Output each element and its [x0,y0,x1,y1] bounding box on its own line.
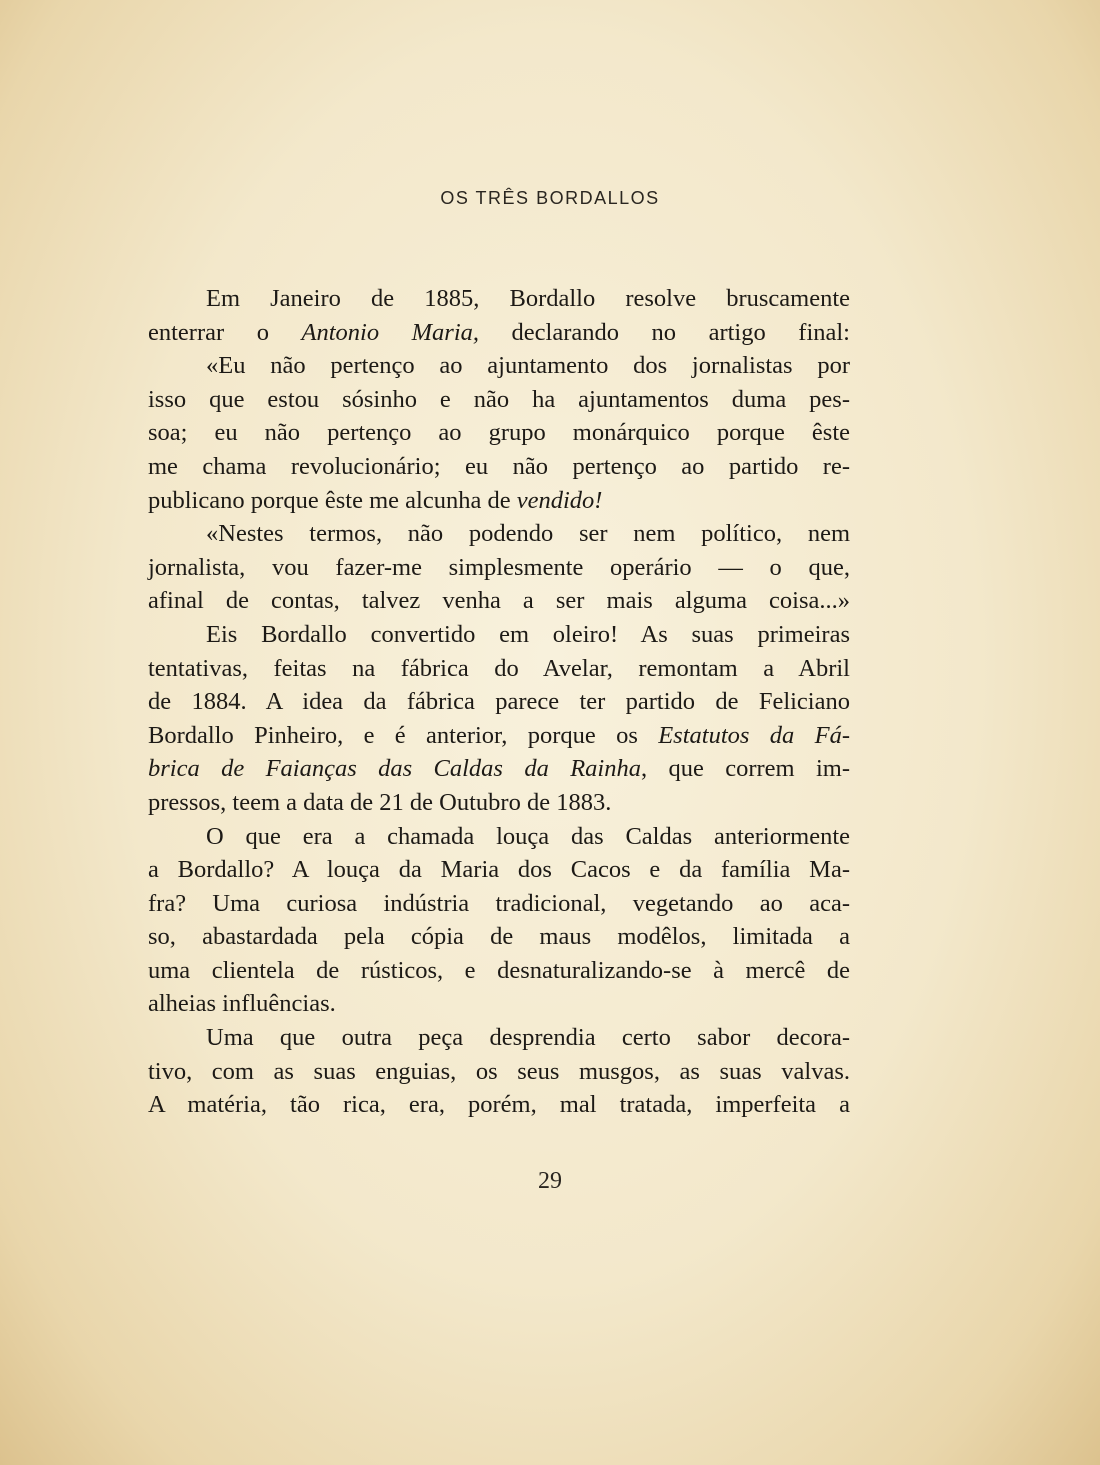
text-line [148,316,850,350]
text-segment: enterrar o [148,318,302,346]
text-line [148,719,850,753]
text-segment: «Nestes termos, não podendo ser nem político, nem [206,520,850,548]
text-line [148,416,850,450]
text-line [148,383,850,417]
text-line [148,786,850,820]
italic-text: vendido! [516,486,603,514]
running-header: OS TRÊS BORDALLOS [440,188,660,208]
text-segment: a Bordallo? A louça da Maria dos Cacos e da família Ma- [148,856,850,884]
text-segment: Bordallo Pinheiro, e é anterior, porque os [148,721,659,749]
text-line [148,820,850,854]
text-line [148,618,850,652]
page-number: 29 [538,1168,562,1194]
text-segment: jornalista, vou fazer-me simplesmente operário — o que, [148,553,850,581]
text-segment: pressos, teem a data de 21 de Outubro de 1883. [148,788,612,816]
text-segment: de 1884. A idea da fábrica parece ter partido de Feliciano [148,688,850,716]
text-segment: «Eu não pertenço ao ajuntamento dos jornalistas por [206,352,850,380]
text-segment: Eis Bordallo convertido em oleiro! As suas primeiras [206,620,850,648]
text-segment: alheias influências. [148,990,336,1018]
text-segment: , que correm im- [640,755,850,783]
text-line [148,987,850,1021]
text-segment: so, abastardada pela cópia de maus modêlos, limitada a [148,923,850,951]
text-line [148,920,850,954]
text-line [148,887,850,921]
text-line [148,685,850,719]
text-line [148,1055,850,1089]
text-segment: A matéria, tão rica, era, porém, mal tratada, imperfeita a [148,1091,850,1119]
text-segment: me chama revolucionário; eu não pertenço ao partido re- [148,452,850,480]
text-line [148,349,850,383]
text-line [148,752,850,786]
text-segment: tentativas, feitas na fábrica do Avelar, remontam a Abril [148,654,850,682]
italic-text: brica de Faianças das Caldas da Rainha [148,755,641,783]
text-line [148,282,850,316]
text-segment: tivo, com as suas enguias, os seus musgos, as suas valvas. [148,1057,850,1085]
text-line [148,853,850,887]
text-line [148,551,850,585]
text-line [148,1021,850,1055]
text-line [148,954,850,988]
italic-text: Estatutos da Fá- [658,721,850,749]
text-segment: publicano porque êste me alcunha de [148,486,517,514]
body-text [148,282,850,1122]
text-segment: afinal de contas, talvez venha a ser mais alguma coisa...» [148,587,850,615]
text-segment: declarando no artigo final: [479,318,850,346]
text-line [148,450,850,484]
text-line [148,652,850,686]
text-segment: isso que estou sósinho e não ha ajuntamentos duma pes- [148,385,850,413]
text-line [148,1088,850,1122]
text-line [148,484,850,518]
text-segment: fra? Uma curiosa indústria tradicional, vegetando ao aca- [148,889,850,917]
italic-text: Antonio Maria, [301,318,479,346]
text-segment: soa; eu não pertenço ao grupo monárquico porque êste [148,419,850,447]
text-segment: Uma que outra peça desprendia certo sabor decora- [206,1024,850,1052]
text-line [148,584,850,618]
text-line [148,517,850,551]
text-segment: uma clientela de rústicos, e desnaturalizando-se à mercê de [148,956,850,984]
text-segment: Em Janeiro de 1885, Bordallo resolve bruscamente [206,285,850,312]
text-segment: O que era a chamada louça das Caldas anteriormente [206,822,850,850]
